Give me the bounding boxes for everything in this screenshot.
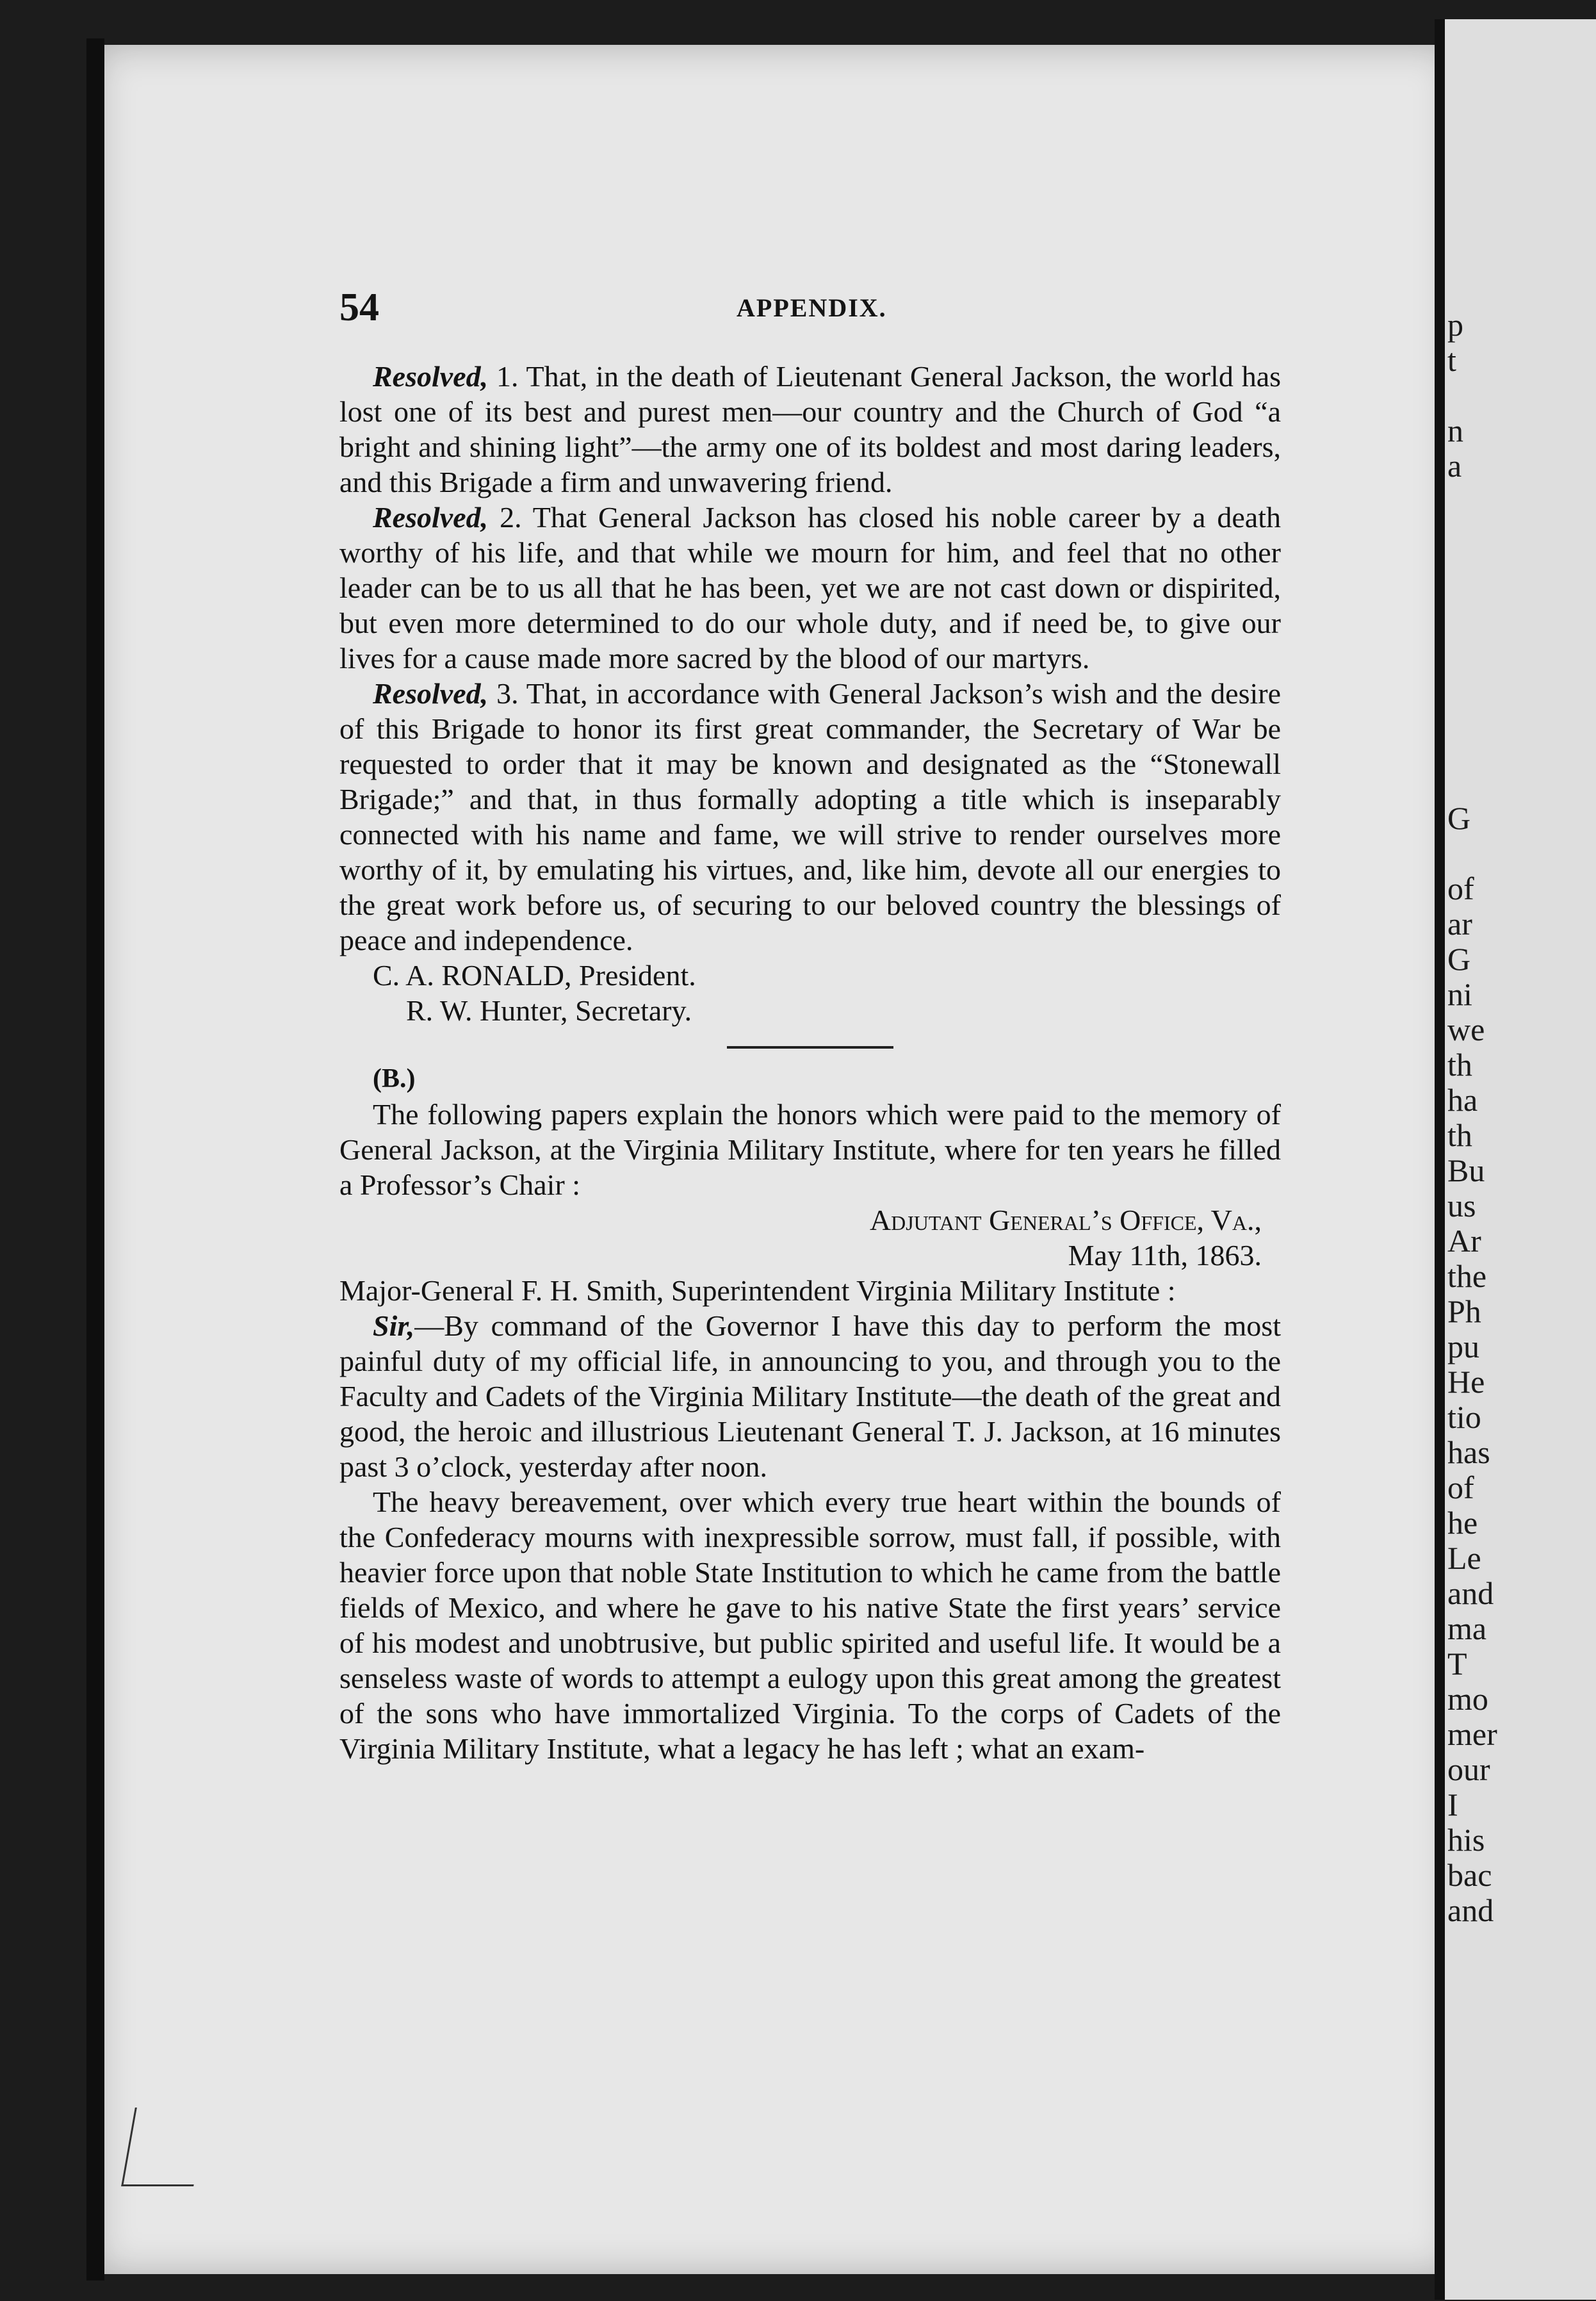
facing-page-fragment: th [1447,1047,1472,1083]
facing-page-fragment: ma [1447,1611,1487,1646]
facing-page-fragment [1435,519,1596,554]
facing-page-fragment: G [1447,942,1471,977]
facing-page-fragment: Le [1447,1541,1481,1576]
page-number: 54 [339,286,379,329]
facing-page-fragment: and [1447,1576,1494,1611]
salutation: Sir, [373,1309,415,1342]
letter-paragraph-2: The heavy bereavement, over which every true heart within the bounds of the Confederacy mourns with inexpressible sorrow, must fall, if possible, with heavier force upon that noble State Institution to which he came from the battle fields of Mexico, and where he gave to his native State the first years’ service of his modest and unobtrusive, but public spirited and useful life. It would be a senseless waste of words to attempt a eulogy upon this great among the greatest of the sons who have immortalized Virginia. To the corps of Cadets of the Virginia Military Institute, what a legacy he has left ; what an exam- [339,1486,1281,1765]
facing-page-fragment [1435,695,1596,730]
page-header [339,285,1281,330]
facing-page-fragment: pu [1447,1329,1479,1364]
facing-page-fragment: and [1447,1893,1494,1928]
facing-page-fragment: ar [1447,906,1472,942]
facing-page-fragment: Ph [1447,1294,1481,1329]
running-head: APPENDIX. [737,293,887,322]
facing-page-fragment: n [1447,413,1463,448]
secretary-signature: R. W. Hunter, Secretary. [406,994,692,1027]
letter-paragraph-1 [339,1308,1281,1484]
resolution-label: Resolved, [373,677,489,710]
facing-page-fragment: ha [1447,1083,1478,1118]
facing-page-fragment [1435,554,1596,589]
facing-page-fragment: t [1447,343,1456,378]
resolution-1 [339,359,1281,500]
resolution-text: That, in the death of Lieutenant General Jackson, the world has lost one of its best and purest men—our country and the Church of God “a bright and shining light”—the army one of its boldest and most daring leaders, and this Brigade a firm and unwavering friend. [339,360,1282,498]
facing-page-text [1435,307,1596,1928]
resolution-text: That, in accordance with General Jackson’s wish and the desire of this Brigade to honor its first great commander, the Secretary of War be requested to order that it may be known and designated as the “Stonewall Brigade;” and that, in thus formally adopting a title which is inseparably connected with his name and fame, we will strive to render ourselves more worthy of it, by emulating his virtues, and, like him, devote all our energies to the great work before us, of securing to our beloved country the blessings of peace and independence. [339,677,1282,956]
facing-page-fragment: th [1447,1118,1472,1153]
section-b-label: (B.) [373,1064,416,1093]
letter-paragraph-1-text: —By command of the Governor I have this day to perform the most painful duty of my official life, in announcing to you, and through you to the Faculty and Cadets of the Virginia Military Institute—the death of the great and good, the heroic and illustrious Lieutenant General T. J. Jackson, at 16 minutes past 3 o’clock, yesterday after noon. [339,1309,1281,1483]
facing-page-fragment [1435,378,1596,413]
facing-page-fragment [1435,625,1596,660]
resolution-number: 1. [496,360,519,393]
facing-page-fragment: mer [1447,1717,1497,1752]
facing-page-fragment: of [1447,871,1474,906]
office-line: Adjutant General’s Office, Va., [869,1204,1262,1236]
facing-page-fragment [1435,589,1596,625]
facing-page-fragment: p [1447,307,1463,343]
facing-page-fragment: bac [1447,1858,1492,1893]
page-corner-fold [121,2108,208,2186]
resolution-label: Resolved, [373,501,489,534]
resolution-number: 2. [500,501,522,534]
addressee: Major-General F. H. Smith, Superintendent Virginia Military Institute : [339,1274,1176,1307]
facing-page-fragment: tio [1447,1400,1481,1435]
facing-page-fragment [1435,484,1596,519]
facing-page-fragment: he [1447,1505,1478,1541]
facing-page-fragment [1435,660,1596,695]
facing-page-fragment: we [1447,1012,1485,1047]
resolution-number: 3. [496,677,519,710]
facing-page-fragment: I [1447,1787,1458,1822]
facing-page-fragment: T [1447,1646,1467,1682]
facing-page-fragment: the [1447,1259,1487,1294]
facing-page-fragment: our [1447,1752,1490,1787]
office-heading [339,1202,1281,1273]
facing-page-fragment [1435,836,1596,871]
facing-page-fragment: his [1447,1822,1485,1858]
facing-page-fragment [1435,766,1596,801]
facing-page-fragment: G [1447,801,1471,836]
facing-page-fragment: He [1447,1364,1485,1400]
section-b-intro: The following papers explain the honors which were paid to the memory of General Jackson, at the Virginia Military Institute, where for ten years he filled a Professor’s Chair : [339,1098,1281,1201]
facing-page-fragment: has [1447,1435,1490,1470]
facing-page-fragment: ni [1447,977,1472,1012]
facing-page-fragment: a [1447,448,1462,484]
facing-page-fragment: Ar [1447,1224,1481,1259]
section-divider [727,1046,893,1049]
facing-page-fragment: us [1447,1188,1476,1224]
page-binding-edge [86,38,104,2281]
resolution-2 [339,500,1281,676]
facing-page-fragment: of [1447,1470,1474,1505]
resolution-label: Resolved, [373,360,489,393]
resolution-3 [339,676,1281,958]
main-text-column [339,359,1281,1766]
office-date: May 11th, 1863. [1068,1239,1262,1272]
resolution-text: That General Jackson has closed his noble career by a death worthy of his life, and that while we mourn for him, and feel that no other leader can be to us all that he has been, yet we are not cast down or dispirited, but even more determined to do our whole duty, and if need be, to give our lives for a cause made more sacred by the blood of our martyrs. [339,501,1282,675]
facing-page-fragment: Bu [1447,1153,1485,1188]
president-signature: C. A. RONALD, President. [373,959,696,992]
facing-page-fragment [1435,730,1596,766]
facing-page-fragment: mo [1447,1682,1488,1717]
